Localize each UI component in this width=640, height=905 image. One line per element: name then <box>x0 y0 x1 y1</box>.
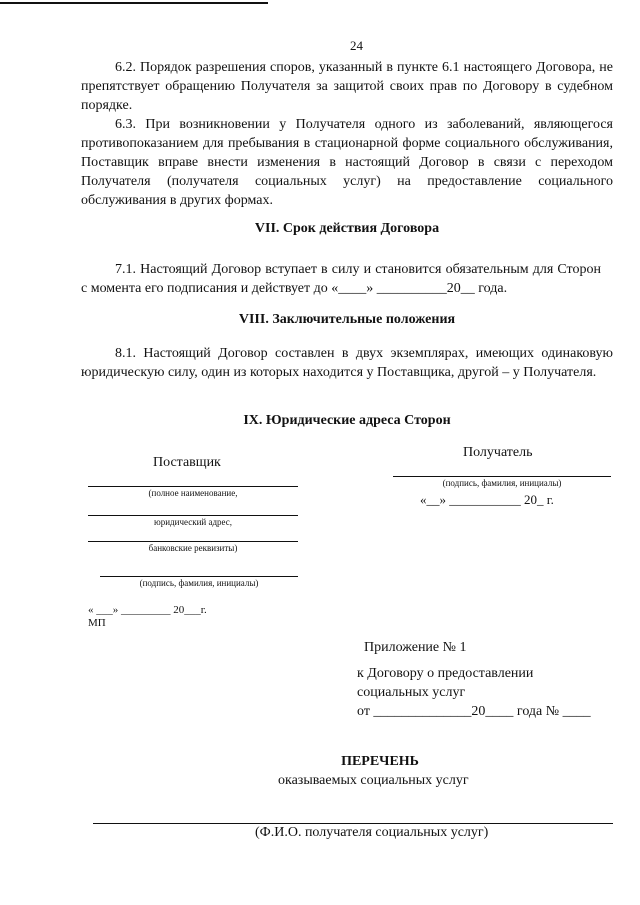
paragraph-6-2: 6.2. Порядок разрешения споров, указанный в пункте 6.1 настоящего Договора, не препятствует обращению Получателя за защитой своих прав по Договору в судебном порядке. <box>81 60 613 113</box>
supplier-date-line: « ___» _________ 20___г. <box>88 604 207 616</box>
recipient-date-line: «__» ___________ 20_ г. <box>420 492 554 507</box>
page-number: 24 <box>350 38 363 53</box>
paragraph-6-3: 6.3. При возникновении у Получателя одного из заболеваний, являющегося противопоказанием для пребывания в стационарной форме социального обслуживания, Поставщик вправе внести изменения в настоящий Договор в связи с переходом Получателя (получателя социальных услуг) на предоставление социального обслуживания в других формах. <box>81 117 613 208</box>
supplier-address-line <box>88 515 298 516</box>
supplier-hint-signature: (подпись, фамилия, инициалы) <box>139 578 259 588</box>
paragraph-7-1: 7.1. Настоящий Договор вступает в силу и становится обязательным для Сторон с момента его подписания и действует до «____» __________20__ года. <box>81 262 601 296</box>
appendix-line-2: социальных услуг <box>357 685 466 700</box>
supplier-signature-line <box>100 576 298 577</box>
supplier-name-line <box>88 486 298 487</box>
list-subtitle: оказываемых социальных услуг <box>278 773 469 788</box>
supplier-hint-bank: банковские реквизиты) <box>148 543 238 553</box>
appendix-title: Приложение № 1 <box>364 640 467 655</box>
supplier-hint-address: юридический адрес, <box>154 517 232 527</box>
recipient-signature-line <box>393 476 611 477</box>
section-9-title: IX. Юридические адреса Сторон <box>243 413 451 428</box>
section-8-title: VIII. Заключительные положения <box>238 312 456 327</box>
supplier-hint-name: (полное наименование, <box>148 488 238 498</box>
top-rule <box>0 2 268 4</box>
paragraph-8-1: 8.1. Настоящий Договор составлен в двух экземплярах, имеющих одинаковую юридическую силу, один из которых находится у Поставщика, другой – у Получателя. <box>81 346 613 380</box>
supplier-label: Поставщик <box>153 455 221 470</box>
section-7-title: VII. Срок действия Договора <box>254 221 440 236</box>
fio-caption: (Ф.И.О. получателя социальных услуг) <box>255 825 489 840</box>
appendix-line-3: от ______________20____ года № ____ <box>357 704 591 719</box>
supplier-seal: МП <box>88 617 106 629</box>
supplier-bank-line <box>88 541 298 542</box>
appendix-line-1: к Договору о предоставлении <box>357 666 534 681</box>
recipient-hint-signature: (подпись, фамилия, инициалы) <box>442 478 562 488</box>
recipient-label: Получатель <box>463 445 533 460</box>
list-title: ПЕРЕЧЕНЬ <box>341 754 419 769</box>
fio-line <box>93 823 613 824</box>
